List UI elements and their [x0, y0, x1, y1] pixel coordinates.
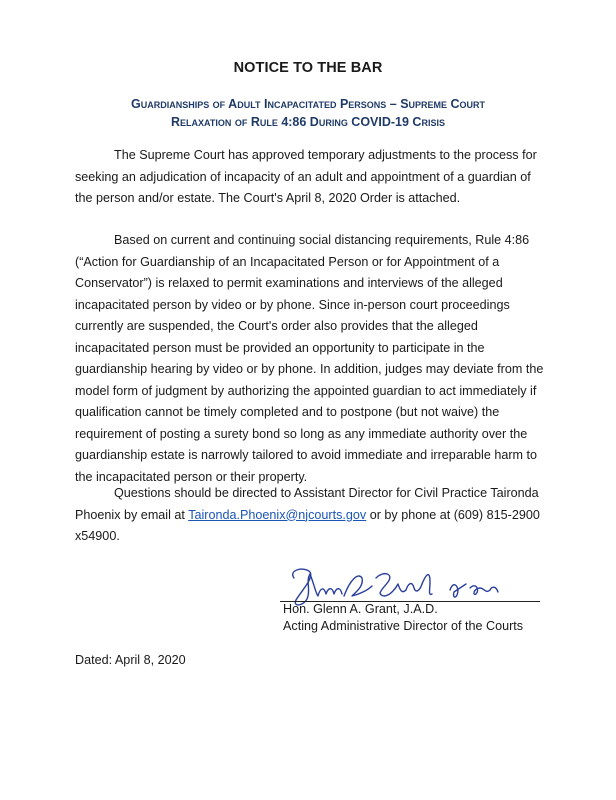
signatory-name: Hon. Glenn A. Grant, J.A.D.: [283, 602, 438, 616]
signatory-title: Acting Administrative Director of the Courts: [283, 619, 524, 633]
subtitle-line-1: Guardianships of Adult Incapacitated Persons – Supreme Court: [130, 97, 486, 111]
paragraph-intro: The Supreme Court has approved temporary adjustments to the process for seeking an adjudication of incapacity of an adult and appointment of a guardian of the person and/or estate. The Court's April 8, 2020 Order is attached.: [75, 148, 537, 205]
contact-text-after: or by phone at (609) 815-2900 x54900.: [75, 507, 540, 543]
contact-text-before: Questions should be directed to Assistant Director for Civil Practice Taironda Phoenix by email at: [75, 486, 539, 522]
dated-line: Dated: April 8, 2020: [75, 653, 186, 667]
notice-title: NOTICE TO THE BAR: [233, 60, 383, 76]
contact-email-link[interactable]: Taironda.Phoenix@njcourts.gov: [188, 507, 367, 522]
notice-subtitle: [60, 95, 556, 131]
paragraph-contact: [75, 483, 545, 548]
subtitle-line-2: Relaxation of Rule 4:86 During COVID-19 Crisis: [171, 115, 445, 129]
paragraph-rule-relaxation: Based on current and continuing social distancing requirements, Rule 4:86 (“Action for Guardianship of an Incapacitated Person or for Appointment of a Conservator”) is relaxed to permit examinations and interviews of the alleged incapacitated person by video or by phone. Since in-person court proceedings currently are suspended, the Court's order also provides that the alleged incapacitated person must be provided an opportunity to participate in the guardianship hearing by video or by phone. In addition, judges may deviate from the model form of judgment by authorizing the appointed guardian to act immediately if qualification cannot be timely completed and to postpone (but not waive) the requirement of posting a surety bond so long as any immediate authority over the guardianship estate is narrowly tailored to avoid immediate and irreparable harm to the incapacitated person or their property.: [75, 233, 544, 484]
